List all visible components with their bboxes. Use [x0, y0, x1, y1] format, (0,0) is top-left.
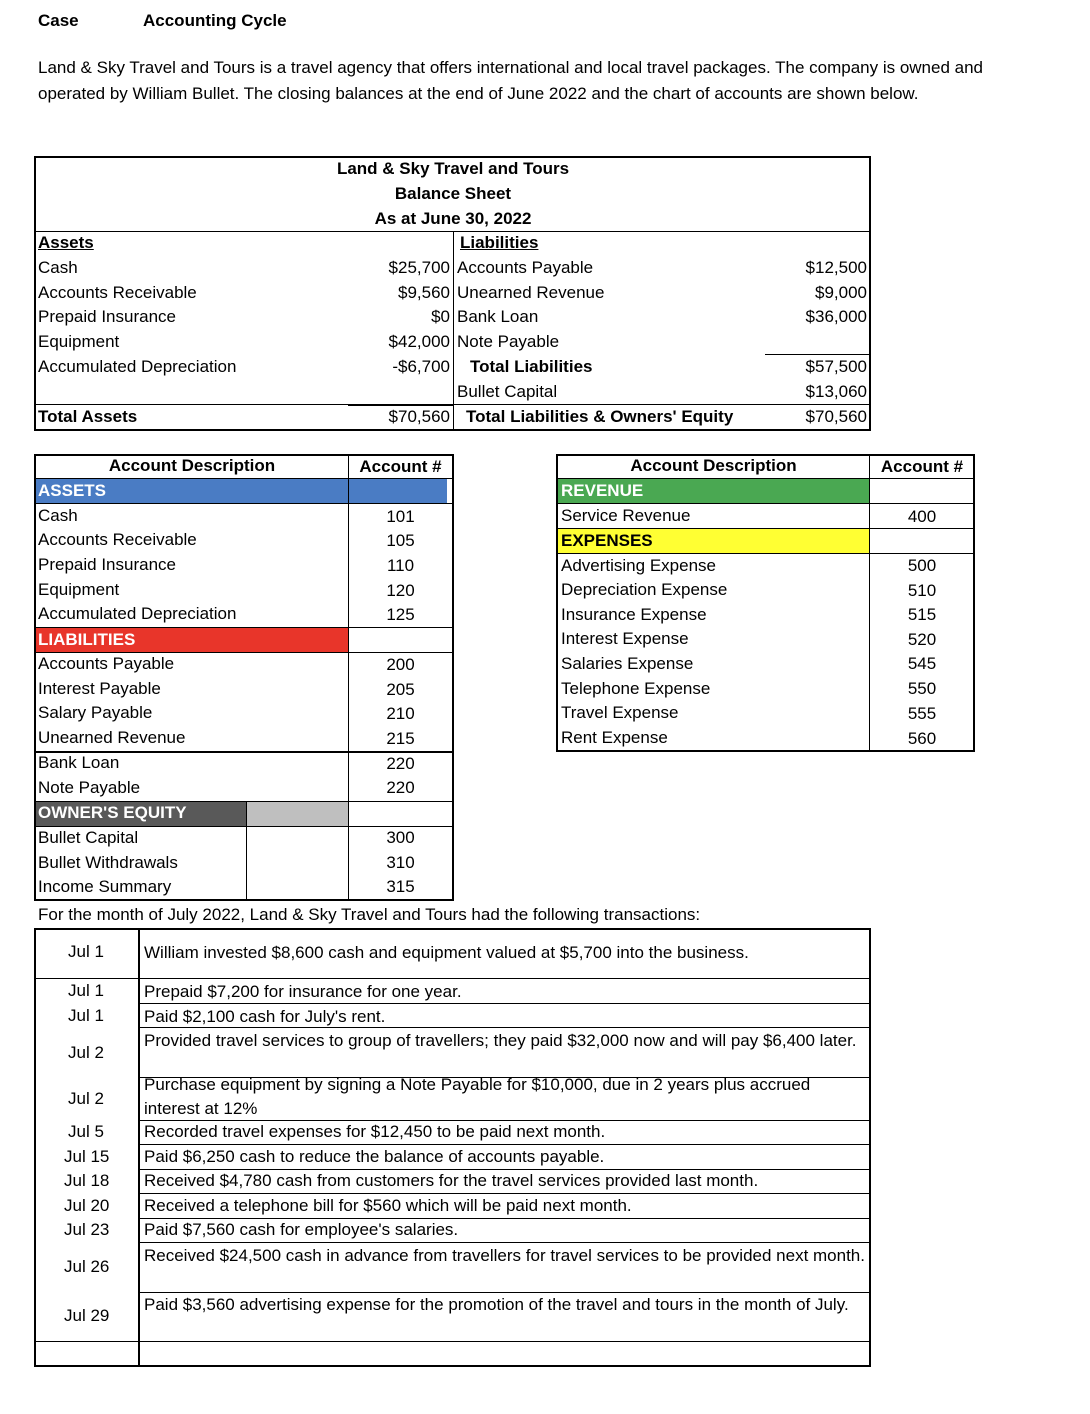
- account-number: 220: [386, 754, 415, 773]
- account-name: Cash: [38, 506, 78, 525]
- account-number: 215: [386, 729, 415, 748]
- account-name: Unearned Revenue: [38, 728, 186, 747]
- equity-section-label: OWNER'S EQUITY: [38, 803, 187, 822]
- bs-total-le: $70,560: [805, 407, 867, 426]
- transaction-text: Paid $7,560 cash for employee's salaries.: [144, 1220, 459, 1239]
- account-name: Bullet Capital: [38, 828, 139, 847]
- account-name: Income Summary: [38, 877, 172, 896]
- account-name: Interest Payable: [38, 679, 161, 698]
- transaction-text: Received $24,500 cash in advance from travellers for travel services to be provided next month.: [144, 1246, 865, 1265]
- liabilities-section-label: LIABILITIES: [38, 630, 136, 649]
- account-number: 550: [907, 679, 937, 698]
- account-name: Accounts Receivable: [38, 530, 197, 549]
- bs-capital-label: Bullet Capital: [457, 382, 558, 401]
- equity-cell-band: [246, 801, 348, 826]
- account-name: Equipment: [38, 580, 120, 599]
- transaction-text: Recorded travel expenses for $12,450 to be paid next month.: [144, 1122, 606, 1141]
- intro-paragraph: Land & Sky Travel and Tours is a travel agency that offers international and local travel packages. The company is owned and operated by William Bullet. The closing balances at the end of June 2022 and the chart of accounts are shown below.: [38, 58, 984, 103]
- bs-asset-label: Cash: [38, 258, 78, 277]
- account-number: 125: [386, 605, 415, 624]
- account-name: Salary Payable: [38, 703, 153, 722]
- account-name: Advertising Expense: [561, 556, 716, 575]
- bs-liability-amount: $12,500: [805, 258, 867, 277]
- account-number: 105: [386, 531, 415, 550]
- coa-desc-header: Account Description: [108, 456, 276, 475]
- bs-asset-label: Prepaid Insurance: [38, 307, 176, 326]
- transaction-text: Paid $6,250 cash to reduce the balance of accounts payable.: [144, 1147, 605, 1166]
- account-number: 200: [386, 655, 415, 674]
- transaction-text: Paid $2,100 cash for July's rent.: [144, 1007, 386, 1026]
- bs-liability-label: Bank Loan: [457, 307, 539, 326]
- account-number: 210: [386, 704, 415, 723]
- account-number: 205: [386, 680, 415, 699]
- transaction-text: Received $4,780 cash from customers for the travel services provided last month.: [144, 1171, 759, 1190]
- bs-liabilities-heading: Liabilities: [460, 233, 539, 252]
- account-number: 300: [386, 828, 415, 847]
- case-label: Case: [38, 11, 79, 30]
- account-name: Rent Expense: [561, 728, 668, 747]
- account-name: Accounts Payable: [38, 654, 175, 673]
- account-number: 120: [386, 581, 415, 600]
- account-name: Travel Expense: [561, 703, 679, 722]
- transaction-date: Jul 5: [68, 1122, 104, 1141]
- bs-liability-label: Accounts Payable: [457, 258, 594, 277]
- transaction-date: Jul 26: [64, 1257, 110, 1276]
- coa-num-header-right: Account #: [880, 457, 964, 476]
- account-number: 560: [907, 729, 937, 748]
- bs-asset-amount: -$6,700: [392, 357, 450, 376]
- transaction-date: Jul 1: [68, 981, 104, 1000]
- account-name: Note Payable: [38, 778, 141, 797]
- account-name: Insurance Expense: [561, 605, 707, 624]
- coa-desc-header-right: Account Description: [630, 456, 797, 475]
- transaction-text: Provided travel services to group of travellers; they paid $32,000 now and will pay $6,400 later.: [144, 1031, 857, 1050]
- transaction-text: Purchase equipment by signing a Note Payable for $10,000, due in 2 years plus accrued interest at 12%: [144, 1075, 811, 1118]
- account-number: 555: [907, 704, 937, 723]
- transaction-text: Prepaid $7,200 for insurance for one year.: [144, 982, 462, 1001]
- account-number: 545: [907, 654, 937, 673]
- account-name: Prepaid Insurance: [38, 555, 176, 574]
- account-number: 500: [907, 556, 937, 575]
- bs-date: As at June 30, 2022: [374, 209, 532, 228]
- account-name: Telephone Expense: [561, 679, 711, 698]
- transaction-date: Jul 1: [68, 1006, 104, 1025]
- assets-section-label: ASSETS: [38, 481, 107, 500]
- bs-asset-amount: $25,700: [388, 258, 450, 277]
- transaction-date: Jul 15: [64, 1147, 110, 1166]
- bs-liability-label: Note Payable: [457, 332, 560, 351]
- account-number: 515: [907, 605, 937, 624]
- account-name: Service Revenue: [561, 506, 691, 525]
- account-number: 101: [386, 507, 415, 526]
- bs-asset-amount: $42,000: [388, 332, 450, 351]
- transaction-date: Jul 1: [68, 942, 104, 961]
- bs-asset-label: Equipment: [38, 332, 120, 351]
- bs-total-liabilities: $57,500: [805, 357, 867, 376]
- account-name: Accumulated Depreciation: [38, 604, 237, 623]
- account-number: 510: [907, 581, 937, 600]
- bs-capital: $13,060: [805, 382, 867, 401]
- bs-asset-amount: $9,560: [398, 283, 450, 302]
- bs-company: Land & Sky Travel and Tours: [336, 159, 570, 178]
- transaction-date: Jul 2: [68, 1043, 104, 1062]
- expenses-section-label: EXPENSES: [561, 531, 653, 550]
- account-number: 110: [386, 556, 415, 575]
- bs-total-liabilities-label: Total Liabilities: [470, 357, 593, 376]
- bs-asset-label: Accounts Receivable: [38, 283, 197, 302]
- bs-total-assets: $70,560: [388, 407, 450, 426]
- transactions-intro: For the month of July 2022, Land & Sky Travel and Tours had the following transactions:: [38, 905, 701, 924]
- account-number: 310: [386, 853, 415, 872]
- transaction-date: Jul 23: [64, 1220, 110, 1239]
- account-name: Interest Expense: [561, 629, 689, 648]
- bs-asset-amount: $0: [431, 307, 450, 326]
- transaction-date: Jul 29: [64, 1306, 110, 1325]
- bs-liability-amount: $36,000: [805, 307, 867, 326]
- bs-liability-amount: $9,000: [815, 283, 867, 302]
- account-name: Bullet Withdrawals: [38, 853, 178, 872]
- account-number: 315: [386, 877, 415, 896]
- bs-statement: Balance Sheet: [394, 184, 512, 203]
- bs-liability-label: Unearned Revenue: [457, 283, 605, 302]
- account-name: Depreciation Expense: [561, 580, 728, 599]
- revenue-section-label: REVENUE: [561, 481, 644, 500]
- transaction-text: William invested $8,600 cash and equipment valued at $5,700 into the business.: [144, 943, 749, 962]
- account-number: 520: [907, 630, 937, 649]
- page-title: Accounting Cycle: [143, 11, 287, 30]
- bs-total-le-label: Total Liabilities & Owners' Equity: [466, 407, 734, 426]
- bs-asset-label: Accumulated Depreciation: [38, 357, 237, 376]
- account-number: 400: [907, 507, 937, 526]
- bs-total-assets-label: Total Assets: [38, 407, 138, 426]
- transaction-date: Jul 18: [64, 1171, 110, 1190]
- transaction-text: Paid $3,560 advertising expense for the promotion of the travel and tours in the month of July.: [144, 1295, 849, 1314]
- account-number: 220: [386, 778, 415, 797]
- transaction-date: Jul 2: [68, 1089, 104, 1108]
- account-name: Salaries Expense: [561, 654, 694, 673]
- transaction-date: Jul 20: [64, 1196, 110, 1215]
- bs-assets-heading: Assets: [38, 233, 94, 252]
- coa-num-header: Account #: [359, 457, 442, 476]
- transaction-text: Received a telephone bill for $560 which will be paid next month.: [144, 1196, 632, 1215]
- account-name: Bank Loan: [38, 753, 120, 772]
